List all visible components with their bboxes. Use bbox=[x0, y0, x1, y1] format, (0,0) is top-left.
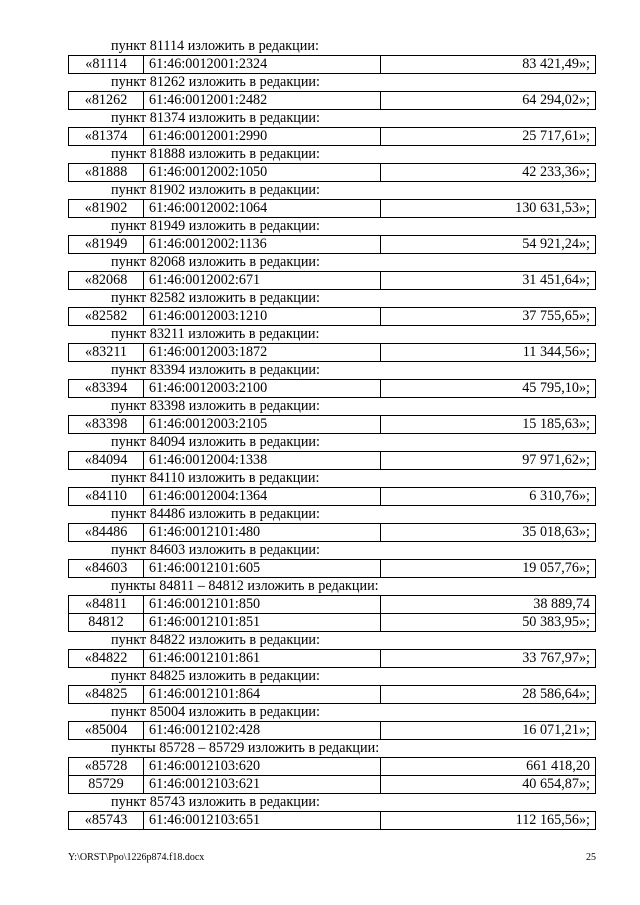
amendment-heading: пункт 84603 изложить в редакции: bbox=[111, 542, 320, 558]
cadastral-number-cell: 61:46:0012003:2105 bbox=[144, 416, 381, 434]
item-number-cell: «82582 bbox=[69, 308, 144, 326]
amendment-table bbox=[68, 307, 596, 326]
item-number-cell: «81902 bbox=[69, 200, 144, 218]
table-row bbox=[69, 92, 596, 110]
table-row bbox=[69, 776, 596, 794]
table-row bbox=[69, 128, 596, 146]
item-number-cell: «84110 bbox=[69, 488, 144, 506]
value-cell: 28 586,64»; bbox=[381, 686, 596, 704]
amendment-table bbox=[68, 55, 596, 74]
item-number-cell: «84811 bbox=[69, 596, 144, 614]
table-row bbox=[69, 812, 596, 830]
amendment-table bbox=[68, 271, 596, 290]
amendment-heading: пункт 81114 изложить в редакции: bbox=[111, 38, 319, 54]
table-row bbox=[69, 596, 596, 614]
cadastral-number-cell: 61:46:0012002:1050 bbox=[144, 164, 381, 182]
amendment-table bbox=[68, 91, 596, 110]
amendment-heading: пункт 83394 изложить в редакции: bbox=[111, 362, 320, 378]
item-number-cell: «81262 bbox=[69, 92, 144, 110]
table-row bbox=[69, 758, 596, 776]
cadastral-number-cell: 61:46:0012101:864 bbox=[144, 686, 381, 704]
value-cell: 42 233,36»; bbox=[381, 164, 596, 182]
amendment-table bbox=[68, 163, 596, 182]
table-row bbox=[69, 686, 596, 704]
item-number-cell: «84486 bbox=[69, 524, 144, 542]
table-row bbox=[69, 560, 596, 578]
item-number-cell: «83398 bbox=[69, 416, 144, 434]
amendment-heading: пункт 83398 изложить в редакции: bbox=[111, 398, 320, 414]
cadastral-number-cell: 61:46:0012101:480 bbox=[144, 524, 381, 542]
amendment-heading: пункты 84811 – 84812 изложить в редакции: bbox=[111, 578, 379, 594]
amendment-table bbox=[68, 757, 596, 794]
table-row bbox=[69, 524, 596, 542]
item-number-cell: 85729 bbox=[69, 776, 144, 794]
cadastral-number-cell: 61:46:0012001:2482 bbox=[144, 92, 381, 110]
value-cell: 33 767,97»; bbox=[381, 650, 596, 668]
value-cell: 661 418,20 bbox=[381, 758, 596, 776]
amendment-heading: пункт 81374 изложить в редакции: bbox=[111, 110, 320, 126]
file-path: Y:\ORST\Ppo\1226p874.f18.docx bbox=[68, 852, 205, 863]
cadastral-number-cell: 61:46:0012004:1338 bbox=[144, 452, 381, 470]
page-footer bbox=[68, 851, 596, 865]
table-row bbox=[69, 452, 596, 470]
amendment-heading: пункты 85728 – 85729 изложить в редакции: bbox=[111, 740, 380, 756]
amendment-table bbox=[68, 685, 596, 704]
amendment-heading: пункт 82068 изложить в редакции: bbox=[111, 254, 320, 270]
amendment-heading: пункт 81949 изложить в редакции: bbox=[111, 218, 320, 234]
amendment-table bbox=[68, 379, 596, 398]
amendment-heading: пункт 84822 изложить в редакции: bbox=[111, 632, 320, 648]
amendment-heading: пункт 84110 изложить в редакции: bbox=[111, 470, 320, 486]
table-row bbox=[69, 272, 596, 290]
item-number-cell: «85743 bbox=[69, 812, 144, 830]
cadastral-number-cell: 61:46:0012003:1872 bbox=[144, 344, 381, 362]
value-cell: 83 421,49»; bbox=[381, 56, 596, 74]
table-row bbox=[69, 650, 596, 668]
table-row bbox=[69, 344, 596, 362]
page-number: 25 bbox=[586, 852, 596, 863]
table-row bbox=[69, 56, 596, 74]
cadastral-number-cell: 61:46:0012101:850 bbox=[144, 596, 381, 614]
table-row bbox=[69, 236, 596, 254]
amendment-heading: пункт 85743 изложить в редакции: bbox=[111, 794, 320, 810]
value-cell: 130 631,53»; bbox=[381, 200, 596, 218]
value-cell: 50 383,95»; bbox=[381, 614, 596, 632]
item-number-cell: «83211 bbox=[69, 344, 144, 362]
cadastral-number-cell: 61:46:0012002:1064 bbox=[144, 200, 381, 218]
value-cell: 19 057,76»; bbox=[381, 560, 596, 578]
cadastral-number-cell: 61:46:0012003:2100 bbox=[144, 380, 381, 398]
table-row bbox=[69, 308, 596, 326]
cadastral-number-cell: 61:46:0012102:428 bbox=[144, 722, 381, 740]
table-row bbox=[69, 488, 596, 506]
value-cell: 38 889,74 bbox=[381, 596, 596, 614]
cadastral-number-cell: 61:46:0012003:1210 bbox=[144, 308, 381, 326]
item-number-cell: «84094 bbox=[69, 452, 144, 470]
amendment-heading: пункт 81888 изложить в редакции: bbox=[111, 146, 320, 162]
amendment-table bbox=[68, 721, 596, 740]
amendment-heading: пункт 84825 изложить в редакции: bbox=[111, 668, 320, 684]
amendment-table bbox=[68, 649, 596, 668]
table-row bbox=[69, 722, 596, 740]
item-number-cell: 84812 bbox=[69, 614, 144, 632]
cadastral-number-cell: 61:46:0012001:2324 bbox=[144, 56, 381, 74]
value-cell: 37 755,65»; bbox=[381, 308, 596, 326]
amendment-table bbox=[68, 343, 596, 362]
document-body bbox=[68, 38, 596, 830]
item-number-cell: «82068 bbox=[69, 272, 144, 290]
value-cell: 40 654,87»; bbox=[381, 776, 596, 794]
item-number-cell: «81374 bbox=[69, 128, 144, 146]
item-number-cell: «85728 bbox=[69, 758, 144, 776]
value-cell: 45 795,10»; bbox=[381, 380, 596, 398]
value-cell: 35 018,63»; bbox=[381, 524, 596, 542]
value-cell: 112 165,56»; bbox=[381, 812, 596, 830]
value-cell: 97 971,62»; bbox=[381, 452, 596, 470]
amendment-heading: пункт 81262 изложить в редакции: bbox=[111, 74, 320, 90]
value-cell: 25 717,61»; bbox=[381, 128, 596, 146]
cadastral-number-cell: 61:46:0012004:1364 bbox=[144, 488, 381, 506]
amendment-table bbox=[68, 811, 596, 830]
amendment-heading: пункт 84094 изложить в редакции: bbox=[111, 434, 320, 450]
amendment-table bbox=[68, 559, 596, 578]
amendment-table bbox=[68, 415, 596, 434]
amendment-table bbox=[68, 127, 596, 146]
value-cell: 16 071,21»; bbox=[381, 722, 596, 740]
table-row bbox=[69, 200, 596, 218]
amendment-heading: пункт 85004 изложить в редакции: bbox=[111, 704, 320, 720]
amendment-table bbox=[68, 451, 596, 470]
amendment-table bbox=[68, 199, 596, 218]
cadastral-number-cell: 61:46:0012101:851 bbox=[144, 614, 381, 632]
cadastral-number-cell: 61:46:0012103:651 bbox=[144, 812, 381, 830]
cadastral-number-cell: 61:46:0012002:671 bbox=[144, 272, 381, 290]
item-number-cell: «83394 bbox=[69, 380, 144, 398]
value-cell: 11 344,56»; bbox=[381, 344, 596, 362]
table-row bbox=[69, 416, 596, 434]
value-cell: 54 921,24»; bbox=[381, 236, 596, 254]
item-number-cell: «81949 bbox=[69, 236, 144, 254]
item-number-cell: «85004 bbox=[69, 722, 144, 740]
table-row bbox=[69, 164, 596, 182]
item-number-cell: «84825 bbox=[69, 686, 144, 704]
value-cell: 64 294,02»; bbox=[381, 92, 596, 110]
item-number-cell: «84603 bbox=[69, 560, 144, 578]
item-number-cell: «84822 bbox=[69, 650, 144, 668]
cadastral-number-cell: 61:46:0012103:621 bbox=[144, 776, 381, 794]
cadastral-number-cell: 61:46:0012002:1136 bbox=[144, 236, 381, 254]
value-cell: 15 185,63»; bbox=[381, 416, 596, 434]
amendment-heading: пункт 81902 изложить в редакции: bbox=[111, 182, 320, 198]
amendment-table bbox=[68, 523, 596, 542]
table-row bbox=[69, 380, 596, 398]
amendment-heading: пункт 82582 изложить в редакции: bbox=[111, 290, 320, 306]
item-number-cell: «81888 bbox=[69, 164, 144, 182]
cadastral-number-cell: 61:46:0012001:2990 bbox=[144, 128, 381, 146]
value-cell: 6 310,76»; bbox=[381, 488, 596, 506]
amendment-table bbox=[68, 235, 596, 254]
cadastral-number-cell: 61:46:0012101:861 bbox=[144, 650, 381, 668]
amendment-table bbox=[68, 595, 596, 632]
cadastral-number-cell: 61:46:0012103:620 bbox=[144, 758, 381, 776]
amendment-heading: пункт 84486 изложить в редакции: bbox=[111, 506, 320, 522]
table-row bbox=[69, 614, 596, 632]
amendment-table bbox=[68, 487, 596, 506]
value-cell: 31 451,64»; bbox=[381, 272, 596, 290]
item-number-cell: «81114 bbox=[69, 56, 144, 74]
cadastral-number-cell: 61:46:0012101:605 bbox=[144, 560, 381, 578]
amendment-heading: пункт 83211 изложить в редакции: bbox=[111, 326, 320, 342]
